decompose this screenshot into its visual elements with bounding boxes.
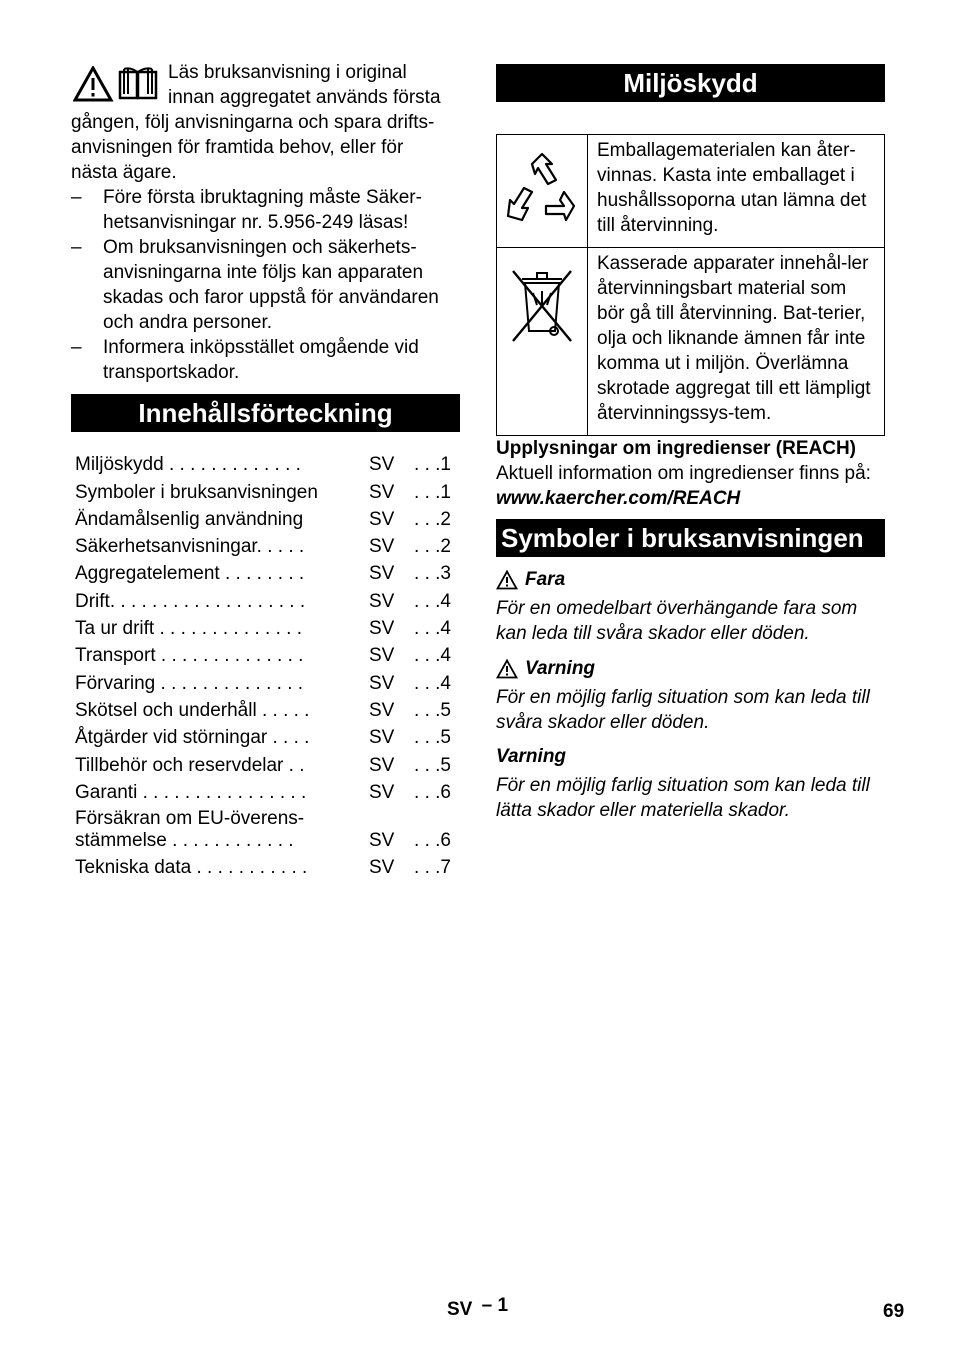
toc-row[interactable] — [71, 722, 460, 749]
toc-row[interactable] — [71, 613, 460, 640]
footer-lang-code: SV — [447, 1299, 473, 1320]
toc-title: Skötsel och underhåll . . . . . — [75, 699, 310, 721]
toc-title: Tillbehör och reservdelar . . — [75, 754, 305, 776]
toc-row[interactable] — [71, 804, 460, 852]
symbol-label-text: Varning — [525, 658, 596, 679]
toc-lang: SV — [369, 699, 395, 721]
caution-label — [496, 744, 885, 769]
toc-page: . . .4 — [414, 590, 451, 612]
toc-page: . . .5 — [414, 754, 451, 776]
toc-title: Försäkran om EU-överens-stämmelse . . . . . . . . . . . . — [75, 807, 305, 851]
toc-row[interactable] — [71, 476, 460, 503]
recycling-text: Emballagematerialen kan åter-vinnas. Kasta inte emballaget i hushållssoporna utan lämna det till återvinning. — [588, 135, 885, 248]
warning-icon — [496, 570, 518, 590]
toc-row[interactable] — [71, 695, 460, 722]
toc-title: Miljöskydd . . . . . . . . . . . . . — [75, 454, 301, 476]
toc-lang: SV — [369, 829, 395, 851]
toc-lang: SV — [369, 454, 395, 476]
list-item — [71, 335, 460, 385]
danger-label — [496, 567, 885, 592]
environment-heading: Miljöskydd — [496, 64, 885, 102]
toc-row[interactable] — [71, 852, 460, 879]
toc-row[interactable] — [71, 749, 460, 776]
toc-lang: SV — [369, 536, 395, 558]
toc-title: Drift. . . . . . . . . . . . . . . . . . . — [75, 590, 306, 612]
list-item — [71, 235, 460, 335]
table-row — [497, 135, 885, 248]
caution-text: För en möjlig farlig situation som kan leda till lätta skador eller materiella skador. — [496, 775, 870, 821]
bullet-dash: – — [71, 187, 82, 208]
toc-page: . . .4 — [414, 672, 451, 694]
danger-text: För en omedelbart överhängande fara som kan leda till svåra skador eller döden. — [496, 598, 858, 644]
toc-page: . . .6 — [414, 781, 451, 803]
toc-page: . . .1 — [414, 481, 451, 503]
intro-line-4: anvisningen för framtida behov, eller för — [71, 137, 404, 158]
symbols-heading: Symboler i bruksanvisningen — [496, 519, 885, 557]
toc-title: Symboler i bruksanvisningen — [75, 481, 318, 503]
bullet-text: Före första ibruktagning måste Säker-hetsanvisningar nr. 5.956-249 läsas! — [103, 187, 422, 233]
bullet-dash: – — [71, 237, 82, 258]
toc-page: . . .7 — [414, 857, 451, 879]
toc-lang: SV — [369, 618, 395, 640]
intro-section — [71, 60, 460, 385]
toc-page: . . .6 — [414, 829, 451, 851]
toc-row[interactable] — [71, 504, 460, 531]
reach-link[interactable]: www.kaercher.com/REACH — [496, 488, 741, 509]
left-column — [71, 60, 460, 879]
toc-title: Tekniska data . . . . . . . . . . . — [75, 857, 308, 879]
toc-page: . . .4 — [414, 618, 451, 640]
intro-line-1: Läs bruksanvisning i original — [168, 62, 407, 83]
toc-lang: SV — [369, 508, 395, 530]
bullet-text: Informera inköpsstället omgående vid transportskador. — [103, 337, 419, 383]
toc-row[interactable] — [71, 558, 460, 585]
toc-title: Garanti . . . . . . . . . . . . . . . . — [75, 781, 307, 803]
toc-title: Säkerhetsanvisningar. . . . . — [75, 536, 305, 558]
toc-lang: SV — [369, 645, 395, 667]
toc-row[interactable] — [71, 777, 460, 804]
toc-title: Ta ur drift . . . . . . . . . . . . . . — [75, 618, 302, 640]
toc-page: . . .1 — [414, 454, 451, 476]
toc-title: Ändamålsenlig användning — [75, 508, 304, 530]
footer-page-marker: – 1 — [481, 1295, 509, 1316]
right-column — [496, 64, 885, 823]
page-number: 69 — [883, 1301, 905, 1322]
intro-bullets — [71, 185, 460, 385]
toc-row[interactable] — [71, 531, 460, 558]
book-icon — [117, 66, 159, 109]
reach-title: Upplysningar om ingredienser (REACH) — [496, 438, 856, 459]
toc-page: . . .5 — [414, 699, 451, 721]
intro-line-5: nästa ägare. — [71, 162, 177, 183]
symbol-label-text: Varning — [496, 746, 567, 767]
symbols-list — [496, 567, 885, 823]
toc-lang: SV — [369, 754, 395, 776]
toc-lang: SV — [369, 481, 395, 503]
toc-row[interactable] — [71, 585, 460, 612]
toc-title: Aggregatelement . . . . . . . . — [75, 563, 305, 585]
toc-lang: SV — [369, 857, 395, 879]
table-of-contents — [71, 449, 460, 879]
toc-row[interactable] — [71, 640, 460, 667]
reach-text: Aktuell information om ingredienser finns på: — [496, 463, 871, 484]
toc-lang: SV — [369, 590, 395, 612]
bullet-text: Om bruksanvisningen och säkerhets-anvisningarna inte följs kan apparaten skadas och faror uppstå för användaren och andra personer. — [103, 237, 439, 333]
toc-page: . . .2 — [414, 536, 451, 558]
crossed-bin-icon — [507, 265, 577, 345]
toc-page: . . .3 — [414, 563, 451, 585]
recycling-cell — [497, 135, 588, 248]
toc-page: . . .4 — [414, 645, 451, 667]
warning-text: För en möjlig farlig situation som kan leda till svåra skador eller döden. — [496, 687, 870, 733]
bin-cell — [497, 248, 588, 436]
warning-icon — [496, 659, 518, 679]
footer-language — [447, 1297, 508, 1322]
toc-title: Åtgärder vid störningar . . . . — [75, 727, 310, 749]
toc-title: Transport . . . . . . . . . . . . . . — [75, 645, 304, 667]
intro-line-3: gången, följ anvisningarna och spara drifts- — [71, 112, 435, 133]
warning-label — [496, 656, 885, 681]
bin-text: Kasserade apparater innehål-ler återvinningsbart material som bör gå till återvinning. Bat-terier, olja och liknande ämnen får inte komma ut i miljön. Överlämna skrotade aggregat till ett lämpligt återvinningssys-tem. — [588, 248, 885, 436]
toc-lang: SV — [369, 672, 395, 694]
list-item — [71, 185, 460, 235]
toc-page: . . .5 — [414, 727, 451, 749]
toc-row[interactable] — [71, 667, 460, 694]
toc-page: . . .2 — [414, 508, 451, 530]
recycling-icon — [502, 150, 582, 230]
symbol-label-text: Fara — [525, 569, 566, 590]
toc-heading: Innehållsförteckning — [71, 394, 460, 432]
bullet-dash: – — [71, 337, 82, 358]
intro-line-2: innan aggregatet används första — [168, 87, 441, 108]
table-row — [497, 248, 885, 436]
toc-row[interactable] — [71, 449, 460, 476]
toc-title: Förvaring . . . . . . . . . . . . . . — [75, 672, 304, 694]
toc-lang: SV — [369, 563, 395, 585]
toc-lang: SV — [369, 727, 395, 749]
environment-table — [496, 134, 885, 436]
toc-lang: SV — [369, 781, 395, 803]
